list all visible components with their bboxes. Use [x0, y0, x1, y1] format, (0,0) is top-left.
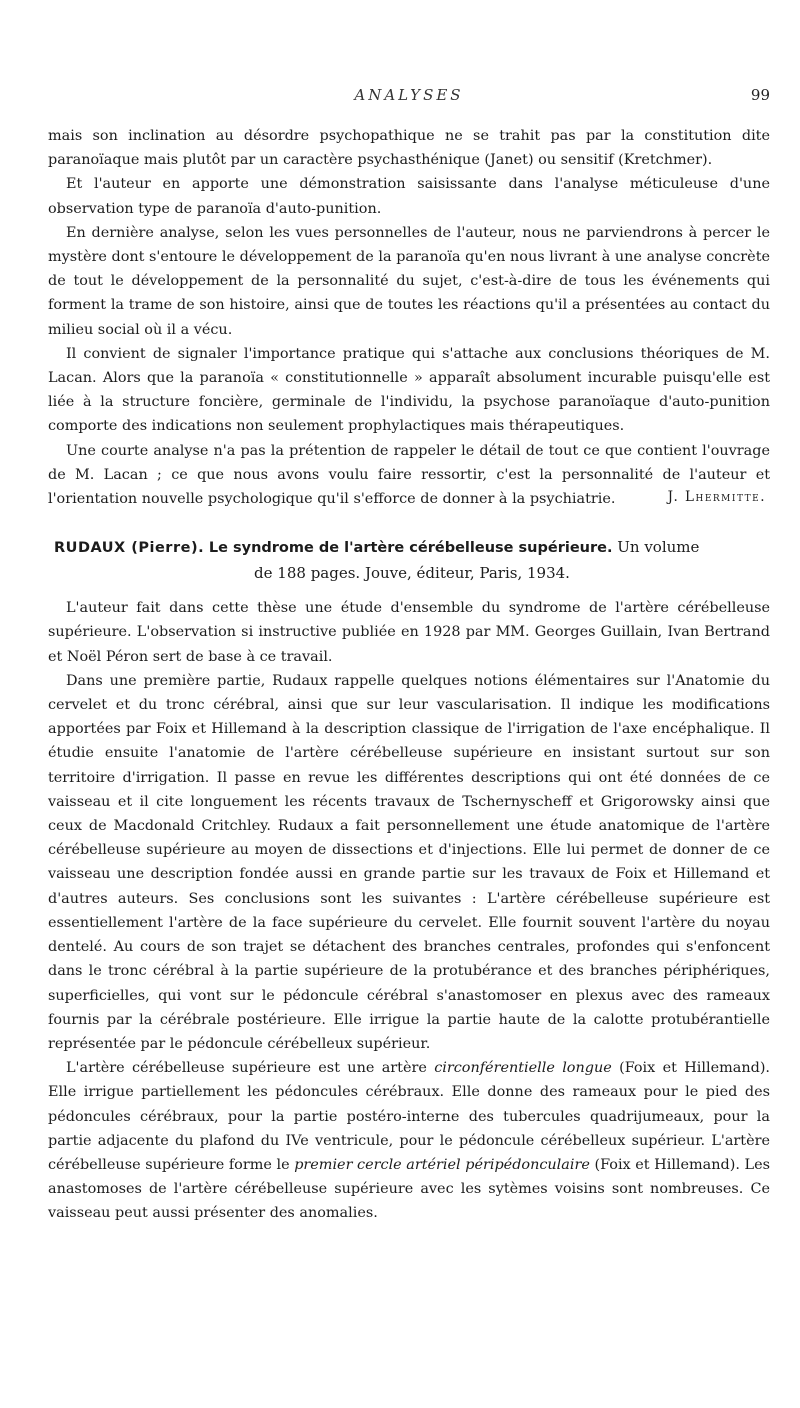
review-paragraph: Il convient de signaler l'importance pratique qui s'attache aux conclusions théoriques de M. Lacan. Alors que la paranoïa « constitutionnelle » apparaît absolument incurable puisqu'elle est liée à la structure foncière, germinale de l'individu, la psychose paranoïaque d'auto-punition comporte des indications non seulement prophylactiques mais thérapeutiques.	[48, 345, 770, 435]
text-run: (Foix et Hillemand). Les anastomoses de l'artère cérébelleuse supérieure avec les sytèmes voisins sont nombreuses. Ce vaisseau peut aussi présenter des anomalies.	[48, 1156, 770, 1222]
page-number: 99	[750, 86, 770, 104]
publication-info-line2: de 188 pages. Jouve, éditeur, Paris, 1934.	[254, 564, 570, 583]
page-body	[48, 124, 770, 1226]
publication-info: Un volume	[617, 538, 700, 557]
review-paragraph: mais son inclination au désordre psychopathique ne se trahit pas par la constitution dite paranoïaque mais plutôt par un caractère psychasthénique (Janet) ou sensitif (Kretchmer).	[48, 128, 770, 169]
review-work-title: Le syndrome de l'artère cérébelleuse supérieure.	[208, 540, 613, 557]
italic-term: premier cercle artériel péripédonculaire	[294, 1156, 590, 1173]
review-heading	[48, 535, 770, 586]
running-title: ANALYSES	[354, 86, 464, 104]
review-paragraph: En dernière analyse, selon les vues personnelles de l'auteur, nous ne parviendrons à percer le mystère dont s'entoure le développement de la paranoïa qu'en nous livrant à une analyse concrète de tout le développement de la personnalité du sujet, c'est-à-dire de tous les événements qui forment la trame de son histoire, ainsi que de toutes les réactions qu'il a présentées au contact du milieu social où il a vécu.	[48, 224, 770, 338]
page-header	[48, 86, 770, 110]
review-paragraph: Et l'auteur en apporte une démonstration saisissante dans l'analyse méticuleuse d'une observation type de paranoïa d'auto-punition.	[48, 176, 770, 217]
text-run: (Foix et Hillemand). Elle irrigue partiellement les pédoncules cérébraux. Elle donne des rameaux pour le pied des pédoncules cérébraux, pour la partie postéro-interne des tubercules quadrijumeaux, pour la partie adjacente du plafond du IVe ventricule, pour le pédoncule cérébelleux supérieur. L'artère cérébelleuse supérieure forme le	[48, 1060, 771, 1173]
review-paragraph: L'auteur fait dans cette thèse une étude d'ensemble du syndrome de l'artère cérébelleuse supérieure. L'observation si instructive publiée en 1928 par MM. Georges Guillain, Ivan Bertrand et Noël Péron sert de base à ce travail.	[48, 600, 770, 665]
italic-term: circonférentielle longue	[434, 1060, 612, 1077]
review-paragraph	[48, 1056, 770, 1225]
review-paragraph: Dans une première partie, Rudaux rappelle quelques notions élémentaires sur l'Anatomie du cervelet et du tronc cérébral, ainsi que sur leur vascularisation. Il indique les modifications apportées par Foix et Hillemand à la description classique de l'irrigation de l'axe encéphalique. Il étudie ensuite l'anatomie de l'artère cérébelleuse supérieure en insistant surtout sur son territoire d'irrigation. Il passe en revue les différentes descriptions qui ont été données de ce vaisseau et il cite longuement les récents travaux de Tschernyscheff et Grigorowsky ainsi que ceux de Macdonald Critchley. Rudaux a fait personnellement une étude anatomique de l'artère cérébelleuse supérieure au moyen de dissections et d'injections. Elle lui permet de donner de ce vaisseau une description fondée aussi en grande partie sur les travaux de Foix et Hillemand et d'autres auteurs. Ses conclusions sont les suivantes : L'artère cérébelleuse supérieure est essentiellement l'artère de la face supérieure du cervelet. Elle fournit souvent l'artère du noyau dentelé. Au cours de son trajet se détachent des branches centrales, profondes qui s'enfoncent dans le tronc cérébral à la partie supérieure de la protubérance et des branches périphériques, superficielles, qui vont sur le pédoncule cérébral s'anastomoser en plexus avec des rameaux fournis par la cérébrale postérieure. Elle irrigue la partie haute de la calotte protubérantielle représentée par le pédoncule cérébelleux supérieur.	[48, 672, 770, 1052]
review-author: RUDAUX (Pierre).	[54, 540, 205, 557]
reviewer-signature: J. Lhermitte.	[667, 489, 766, 506]
text-run: L'artère cérébelleuse supérieure est une artère	[66, 1060, 427, 1077]
review-paragraph: Une courte analyse n'a pas la prétention de rappeler le détail de tout ce que contient l'ouvrage de M. Lacan ; ce que nous avons voulu faire ressortir, c'est la personnalité de l'auteur et l'orientation nouvelle psychologique qu'il s'efforce de donner à la psychiatrie.	[48, 442, 770, 508]
